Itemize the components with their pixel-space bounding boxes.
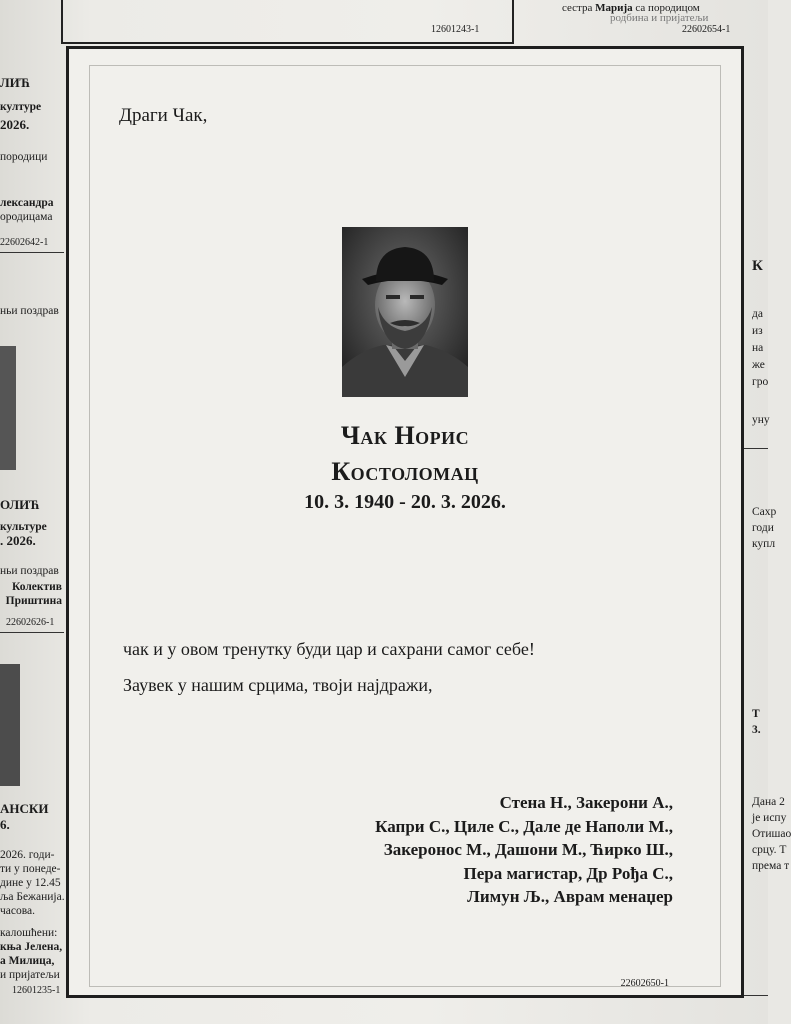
top-right-line1-post: са породицом [635, 2, 700, 14]
lcol-name-3: АНСКИ [0, 801, 49, 816]
signature-line: Лимун Љ., Аврам менаџер [467, 887, 673, 906]
top-notice-frame [61, 0, 514, 44]
rcol-r10: купл [752, 538, 776, 550]
rcol-r7: уну [752, 414, 770, 426]
salutation: Драги Чак, [119, 105, 208, 126]
lcol-year-3: 6. [0, 817, 10, 832]
lcol-code-3: 12601235-1 [12, 985, 61, 996]
lcol-l9: и пријатељи [0, 969, 60, 981]
rcol-r4: на [752, 342, 764, 354]
lcol-sign-2a: Колектив [11, 581, 62, 593]
top-right-notice [520, 0, 768, 44]
lcol-sub-1: културе [0, 101, 42, 113]
portrait-photo [342, 227, 468, 397]
signature-line: Капри С., Циле С., Дале де Наполи М., [375, 816, 673, 836]
rcol-r16: срцу. Т [752, 844, 787, 856]
lcol-l5: часова. [0, 905, 35, 917]
lcol-name-1b: лександра [0, 197, 54, 209]
lcol-code-1: 22602642-1 [0, 237, 49, 248]
lcol-year-2: . 2026. [0, 533, 36, 548]
signatures-block [375, 791, 673, 909]
lcol-name-1: ЛИЋ [0, 75, 31, 90]
signature-line: Стена Н., Закерони А., [499, 793, 673, 812]
rcol-r12: 3. [752, 724, 761, 736]
lcol-year-1: 2026. [0, 117, 30, 132]
rcol-r3: из [752, 325, 763, 337]
rcol-r15: Отишао [752, 828, 791, 840]
rcol-r6: гро [752, 376, 769, 388]
lcol-photo-3 [0, 664, 20, 786]
message-line-1: чак и у овом тренутку буди цар и сахрани самог себе! [123, 639, 535, 659]
message-line-2: Заувек у нашим срцима, твоји најдражи, [123, 675, 433, 695]
lcol-text-2b: ньи поздрав [0, 565, 59, 577]
lcol-text-1b: ородицама [0, 211, 53, 223]
lcol-text-1: породици [0, 151, 48, 163]
lcol-l7: кња Јелена, [0, 941, 63, 953]
deceased-nickname: Костоломац [331, 457, 479, 486]
lcol-sign-2b: Приштина [5, 595, 62, 607]
notice-code: 22602650-1 [620, 978, 669, 989]
rcol-r9: годи [752, 522, 774, 534]
right-column-notices [746, 46, 791, 1024]
rcol-r5: же [752, 359, 765, 371]
portrait-photo-icon [342, 227, 468, 397]
rcol-r2: да [752, 308, 763, 320]
lcol-divider-2 [0, 632, 64, 633]
life-dates: 10. 3. 1940 - 20. 3. 2026. [304, 491, 506, 513]
lcol-l2: ти у понеде- [0, 863, 61, 875]
rcol-r13: Дана 2 [752, 796, 785, 808]
lcol-l6: калошћени: [0, 927, 58, 939]
rcol-r17: према т [752, 860, 790, 872]
top-right-line1-pre: сестра [562, 2, 593, 14]
lcol-text-2: ньи поздрав [0, 305, 59, 317]
rcol-divider-1 [744, 448, 768, 449]
deceased-name: Чак Норис [340, 421, 470, 450]
lcol-code-2: 22602626-1 [6, 617, 55, 628]
top-right-line1-name: Марија [595, 2, 633, 14]
left-column-notices [0, 40, 66, 1024]
lcol-divider-1 [0, 252, 64, 253]
top-notice-code: 12601243-1 [431, 24, 480, 35]
lcol-l8: а Милица, [0, 955, 55, 967]
lcol-l3: дине у 12.45 [0, 877, 61, 889]
obituary-notice [66, 46, 744, 998]
rcol-r1: К [752, 258, 763, 274]
lcol-l4: ља Бежанија. [0, 891, 65, 903]
signature-line: Закеронос М., Дашони М., Ћирко Ш., [383, 840, 673, 859]
lcol-l1: 2026. годи- [0, 849, 55, 861]
lcol-name-2: ОЛИЋ [0, 497, 40, 512]
top-right-line2: родбина и пријатељи [610, 12, 709, 24]
top-right-code: 22602654-1 [682, 24, 731, 35]
lcol-photo-2 [0, 346, 16, 470]
rcol-r8: Сахр [752, 506, 777, 518]
rcol-r14: је испу [752, 812, 787, 824]
rcol-r11: Т [752, 708, 760, 720]
lcol-sub-2: культуре [0, 521, 47, 533]
signature-line: Пера магистар, Др Рођа С., [463, 863, 673, 883]
rcol-divider-2 [744, 995, 768, 996]
